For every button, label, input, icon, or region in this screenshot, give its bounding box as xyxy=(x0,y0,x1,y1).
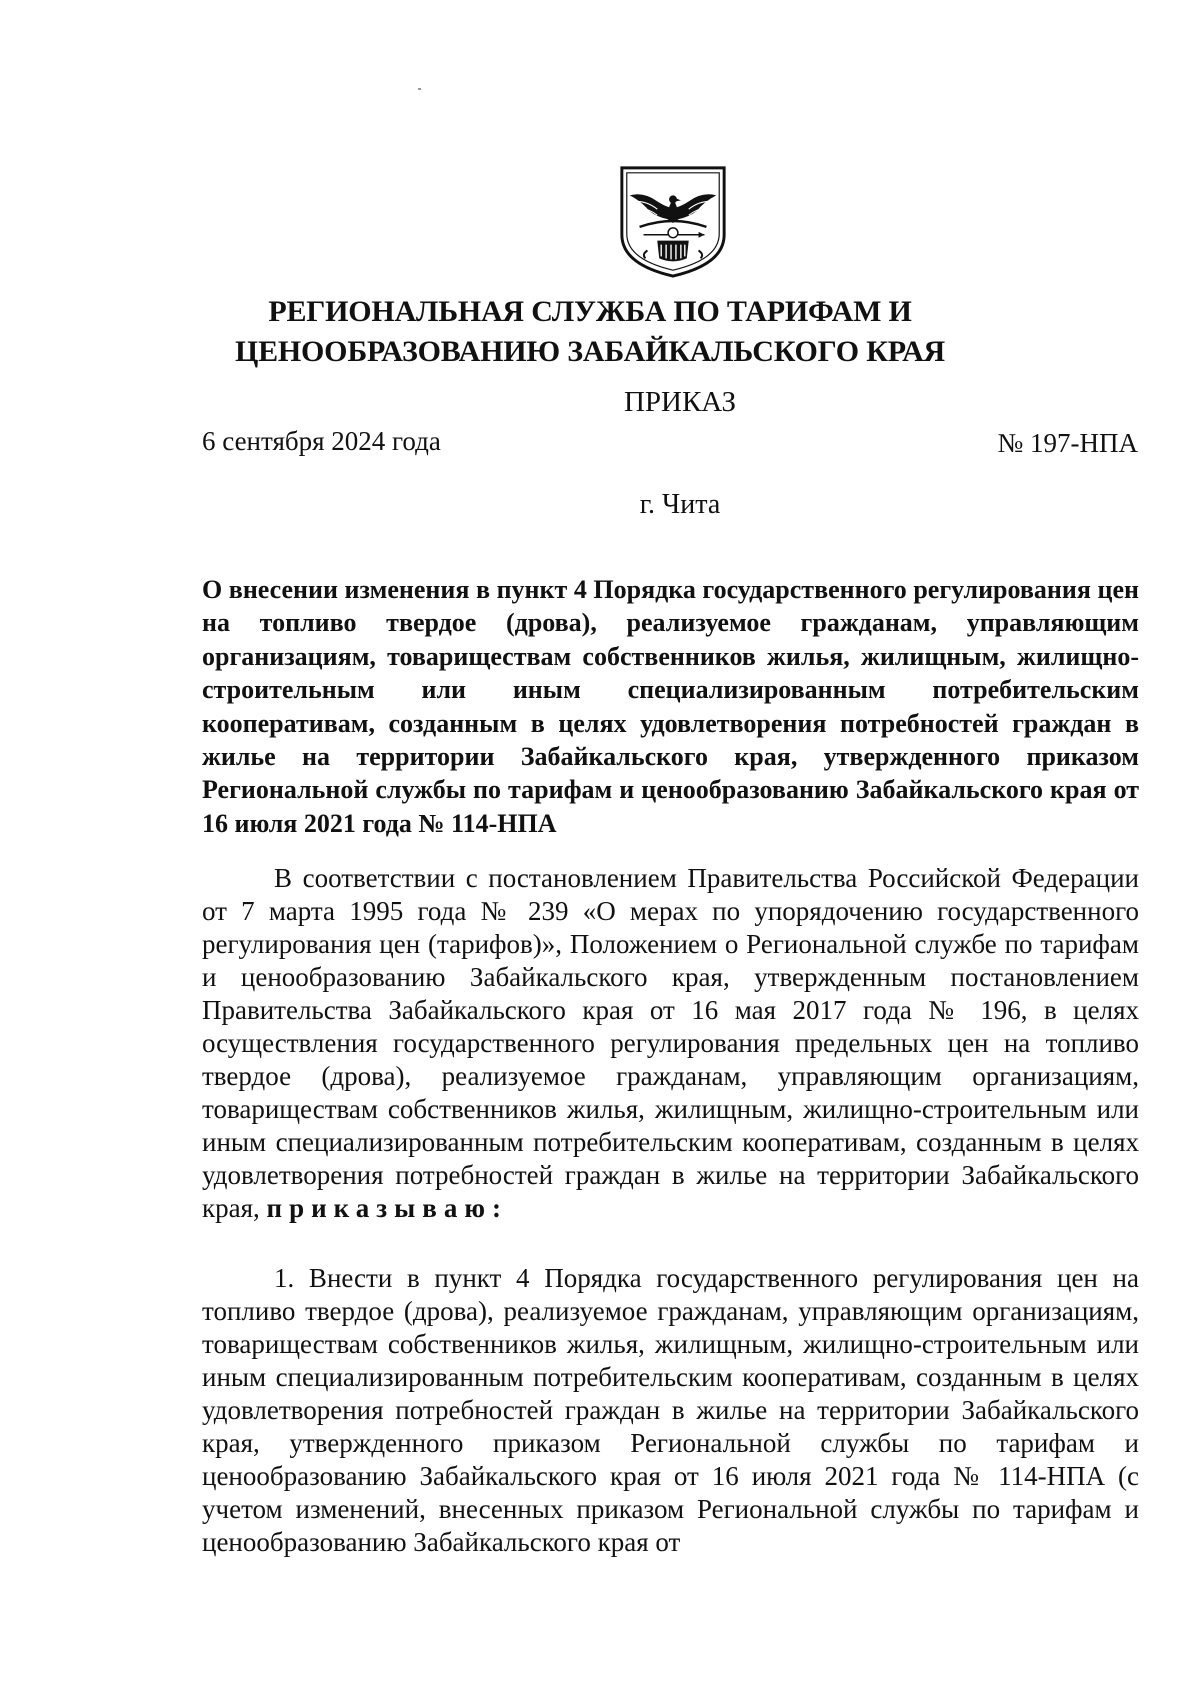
document-city: г. Чита xyxy=(639,489,721,520)
document-title: О внесении изменения в пункт 4 Порядка государственного регулирования цен на топливо твердое (дрова), реализуемое гражданам, управляющим организациям, товариществам собственников жилья, жилищным, жилищно-строительным или иным специализированным потребительским кооперативам, созданным в целях удовлетворения потребностей граждан в жилье на территории Забайкальского края, утвержденного приказом Региональной службы по тарифам и ценообразованию Забайкальского края от 16 июля 2021 года № 114-НПА xyxy=(202,575,1139,838)
decree-word: приказываю: xyxy=(266,1193,508,1223)
document-date: 6 сентября 2024 года xyxy=(202,426,441,456)
organization-name-line-1: РЕГИОНАЛЬНАЯ СЛУЖБА ПО ТАРИФАМ И xyxy=(268,295,912,328)
organization-name xyxy=(200,292,980,372)
preamble-text: В соответствии с постановлением Правительства Российской Федерации от 7 марта 1995 года № 239 «О мерах по упорядочению государственного регулирования цен (тарифов)», Положением о Региональной службе по тарифам и ценообразованию Забайкальского края, утвержденным постановлением Правительства Забайкальского края от 16 мая 2017 года № 196, в целях осуществления государственного регулирования предельных цен на топливо твердое (дрова), реализуемое гражданам, управляющим организациям, товариществам собственников жилья, жилищным, жилищно-строительным или иным специализированным потребительским кооперативам, созданным в целях удовлетворения потребностей граждан в жилье на территории Забайкальского края, xyxy=(202,863,1139,1223)
scan-speck xyxy=(418,88,421,90)
organization-name-line-2: ЦЕНООБРАЗОВАНИЮ ЗАБАЙКАЛЬСКОГО КРАЯ xyxy=(234,335,946,368)
list-item: 1. Внести в пункт 4 Порядка государственного регулирования цен на топливо твердое (дрова), реализуемое гражданам, управляющим организациям, товариществам собственников жилья, жилищным, жилищно-строительным или иным специализированным потребительским кооперативам, созданным в целях удовлетворения потребностей граждан в жилье на территории Забайкальского края, утвержденного приказом Региональной службы по тарифам и ценообразованию Забайкальского края от 16 июля 2021 года № 114-НПА (с учетом изменений, внесенных приказом Региональной службы по тарифам и ценообразованию Забайкальского края от xyxy=(202,1263,1139,1557)
zabaykalsky-krai-coat-of-arms-icon xyxy=(614,162,732,280)
document-number: № 197-НПА xyxy=(997,428,1138,458)
preamble-paragraph xyxy=(202,862,1139,1225)
document-type: ПРИКАЗ xyxy=(623,386,737,418)
